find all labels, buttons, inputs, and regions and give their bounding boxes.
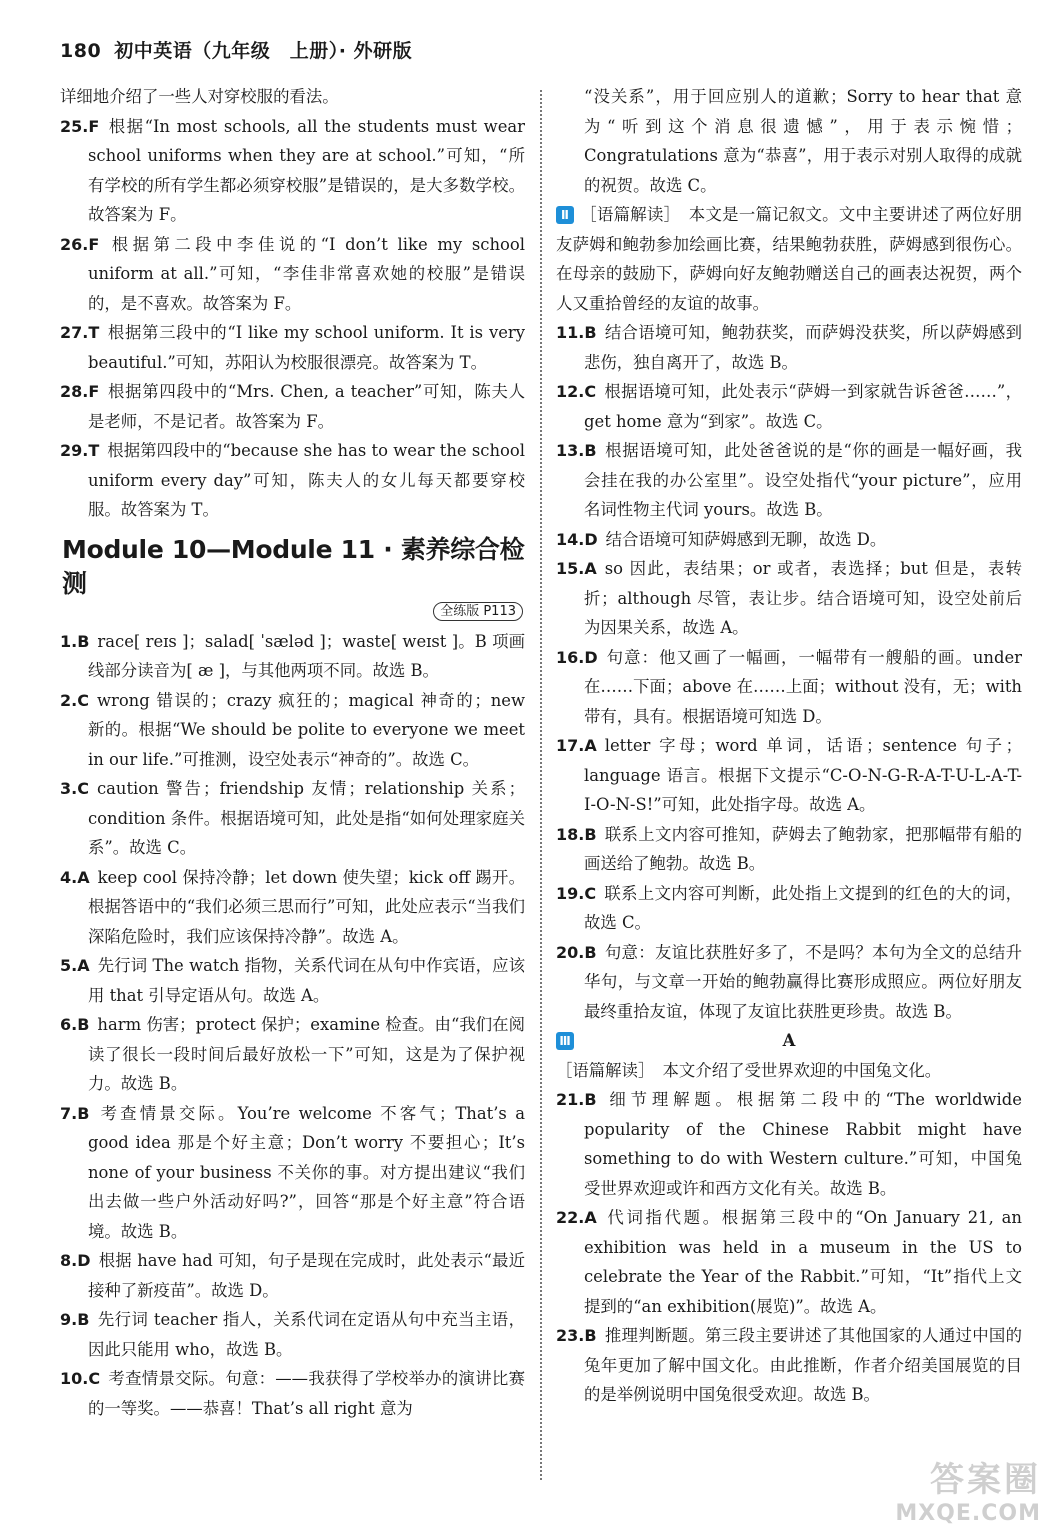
answer-number: 26.F bbox=[60, 234, 100, 254]
answer-number: 15.A bbox=[556, 559, 597, 578]
answer-number: 2.C bbox=[60, 690, 89, 710]
answer-number: 11.B bbox=[556, 323, 597, 342]
answer-number: 12.C bbox=[556, 382, 597, 401]
module-title: Module 10—Module 11 · 素养综合检测 bbox=[62, 534, 525, 598]
answer-explanation: 先行词 teacher 指人，关系代词在定语从句中充当主语，因此只能用 who，故选 B。 bbox=[88, 1310, 525, 1359]
answer-explanation: 根据 have had 可知，句子是现在完成时，此处表示“最近接种了新疫苗”。故选 D。 bbox=[88, 1251, 525, 1300]
answer-explanation: 先行词 The watch 指物，关系代词在从句中作宾语，应该用 that 引导定语从句。故选 A。 bbox=[88, 956, 525, 1005]
answer-item bbox=[60, 1246, 525, 1305]
answer-number: 3.C bbox=[60, 779, 89, 798]
answer-explanation: 根据第二段中李佳说的“I don’t like my school uniform at all.”可知，“李佳非常喜欢她的校服”是错误的，是不喜欢。故答案为 F。 bbox=[88, 234, 525, 313]
answer-explanation: 推理判断题。第三段主要讲述了其他国家的人通过中国的兔年更加了解中国文化。由此推断，作者介绍美国展览的目的是举例说明中国兔很受欢迎。故选 B。 bbox=[584, 1326, 1022, 1404]
answer-number: 17.A bbox=[556, 736, 597, 755]
answer-explanation: 结合语境可知，鲍勃获奖，而萨姆没获奖，所以萨姆感到悲伤，独自离开了，故选 B。 bbox=[584, 323, 1022, 372]
continuation-text: “没关系”，用于回应别人的道歉；Sorry to hear that 意为“听到这个消息很遗憾”，用于表示惋惜；Congratulations 意为“恭喜”，用于表示对别人取得的成就的祝贺。故选 C。 bbox=[584, 87, 1022, 195]
answer-item bbox=[556, 1085, 1022, 1203]
answer-number: 16.D bbox=[556, 647, 598, 667]
answer-item bbox=[556, 820, 1022, 879]
answer-number: 9.B bbox=[60, 1310, 90, 1329]
answer-explanation: 考查情景交际。You’re welcome 不客气；That’s a good idea 那是个好主意；Don’t worry 不要担心；It’s none of your business 不关你的事。对方提出建议“我们出去做一些户外活动好吗?”，回答“那是个好主意”符合语境。故选 B。 bbox=[88, 1103, 525, 1241]
answer-number: 4.A bbox=[60, 867, 90, 887]
answer-explanation: 句意：友谊比获胜好多了，不是吗？本句为全文的总结升华句，与文章一开始的鲍勃赢得比赛形成照应。两位好朋友最终重拾友谊，体现了友谊比获胜更珍贵。故选 B。 bbox=[584, 942, 1022, 1021]
answer-item bbox=[60, 377, 525, 436]
answer-number: 13.B bbox=[556, 441, 597, 460]
section-3-marker: Ⅲ bbox=[556, 1032, 574, 1050]
answer-explanation: 考查情景交际。句意：——我获得了学校举办的演讲比赛的一等奖。——恭喜！That’s all right 意为 bbox=[88, 1369, 525, 1418]
answer-number: 14.D bbox=[556, 529, 598, 549]
watermark-logo-text: 答案圈 bbox=[930, 1460, 1041, 1500]
right-column bbox=[556, 82, 1022, 1410]
answer-explanation: 根据第四段中的“Mrs. Chen, a teacher”可知，陈夫人是老师，不是记者。故答案为 F。 bbox=[88, 382, 525, 431]
answer-explanation: 细节理解题。根据第二段中的“The worldwide popularity of the Chinese Rabbit might have something to do with Western culture.”可知，中国兔受世界欢迎或许和西方文化有关。故选 B。 bbox=[584, 1090, 1022, 1198]
column-divider bbox=[540, 90, 542, 1480]
answer-explanation: 结合语境可知萨姆感到无聊，故选 D。 bbox=[605, 529, 887, 549]
answer-explanation: keep cool 保持冷静；let down 使失望；kick off 踢开。根据答语中的“我们必须三思而行”可知，此处应表示“当我们深陷危险时，我们应该保持冷静”。故选 A。 bbox=[88, 867, 525, 946]
answer-explanation: 句意：他又画了一幅画，一幅带有一艘船的画。under 在……下面；above 在……上面；without 没有，无；with 带有，具有。根据语境可知选 D。 bbox=[584, 647, 1022, 726]
answer-explanation: so 因此，表结果；or 或者，表选择；but 但是，表转折；although 尽管，表让步。结合语境可知，设空处前后为因果关系，故选 A。 bbox=[584, 559, 1022, 637]
page-header bbox=[60, 36, 412, 63]
answer-explanation: 根据第三段中的“I like my school uniform. It is very beautiful.”可知，苏阳认为校服很漂亮。故答案为 T。 bbox=[88, 323, 525, 372]
answer-item bbox=[556, 731, 1022, 820]
answer-item bbox=[556, 525, 1022, 555]
answer-number: 19.C bbox=[556, 883, 597, 903]
answer-number: 8.D bbox=[60, 1251, 91, 1270]
module-tag: 全练版 P113 bbox=[433, 602, 523, 621]
answer-list-d bbox=[556, 1085, 1022, 1410]
answer-item bbox=[60, 1364, 525, 1423]
answer-number: 20.B bbox=[556, 942, 597, 962]
watermark bbox=[895, 1452, 1041, 1526]
section-3-letter: A bbox=[782, 1031, 796, 1050]
answer-number: 28.F bbox=[60, 382, 100, 401]
answer-item bbox=[556, 377, 1022, 436]
answer-item bbox=[556, 643, 1022, 732]
answer-item bbox=[556, 318, 1022, 377]
answer-item bbox=[60, 774, 525, 863]
answer-explanation: 根据第四段中的“because she has to wear the school uniform every day”可知，陈夫人的女儿每天都要穿校服。故答案为 T。 bbox=[88, 441, 525, 519]
answer-item bbox=[556, 1321, 1022, 1410]
answer-item bbox=[556, 436, 1022, 525]
answer-item bbox=[60, 686, 525, 775]
answer-item bbox=[60, 1010, 525, 1099]
answer-explanation: wrong 错误的；crazy 疯狂的；magical 神奇的；new 新的。根据“We should be polite to everyone we meet in our life.”可推测，设空处表示“神奇的”。故选 C。 bbox=[88, 690, 525, 769]
watermark-url: MXQE.COM bbox=[895, 1501, 1041, 1526]
answer-item bbox=[556, 879, 1022, 938]
answer-number: 27.T bbox=[60, 323, 100, 342]
answer-explanation: 根据语境可知，此处表示“萨姆一到家就告诉爸爸……”，get home 意为“到家”。故选 C。 bbox=[584, 382, 1022, 431]
intro-text: 详细地介绍了一些人对穿校服的看法。 bbox=[60, 87, 339, 106]
answer-item bbox=[60, 627, 525, 686]
answer-item bbox=[60, 1305, 525, 1364]
answer-explanation: 联系上文内容可推知，萨姆去了鲍勃家，把那幅带有船的画送给了鲍勃。故选 B。 bbox=[584, 824, 1022, 873]
answer-explanation: 根据语境可知，此处爸爸说的是“你的画是一幅好画，我会挂在我的办公室里”。设空处指代“your picture”，应用名词性物主代词 yours。故选 B。 bbox=[584, 441, 1022, 519]
answer-explanation: caution 警告；friendship 友情；relationship 关系；condition 条件。根据语境可知，此处是指“如何处理家庭关系”。故选 C。 bbox=[88, 779, 525, 857]
answer-list-c bbox=[556, 318, 1022, 1026]
section-2-intro bbox=[556, 200, 1022, 318]
answer-number: 7.B bbox=[60, 1103, 90, 1123]
answer-explanation: 代词指代题。根据第三段中的“On January 21, an exhibition was held in a museum in the US to celebrate the Year of the Rabbit.”可知，“It”指代上文提到的“an exhibition(展览)”。故选 A。 bbox=[584, 1208, 1022, 1316]
answer-number: 6.B bbox=[60, 1015, 90, 1034]
left-column bbox=[60, 82, 525, 1423]
book-title: 初中英语（九年级 上册）· 外研版 bbox=[114, 40, 413, 62]
answer-item bbox=[556, 1203, 1022, 1321]
section-3-heading bbox=[556, 1026, 1022, 1056]
answer-list-a bbox=[60, 112, 525, 525]
section-3-intro: ［语篇解读］ 本文介绍了受世界欢迎的中国兔文化。 bbox=[556, 1060, 942, 1080]
answer-number: 25.F bbox=[60, 116, 100, 136]
answer-item bbox=[60, 951, 525, 1010]
section-2-marker: Ⅱ bbox=[556, 206, 574, 224]
answer-item bbox=[60, 436, 525, 525]
page-number: 180 bbox=[60, 40, 102, 62]
answer-number: 23.B bbox=[556, 1326, 597, 1345]
answer-item bbox=[60, 318, 525, 377]
answer-number: 5.A bbox=[60, 956, 90, 975]
answer-item bbox=[60, 863, 525, 952]
section-2-intro-text: ［语篇解读］ 本文是一篇记叙文。文中主要讲述了两位好朋友萨姆和鲍勃参加绘画比赛，结果鲍勃获胜，萨姆感到很伤心。在母亲的鼓励下，萨姆向好友鲍勃赠送自己的画表达祝贺，两个人又重拾曾经的友谊的故事。 bbox=[556, 205, 1022, 313]
answer-number: 21.B bbox=[556, 1090, 597, 1109]
answer-item bbox=[60, 230, 525, 319]
answer-item bbox=[556, 938, 1022, 1027]
answer-number: 18.B bbox=[556, 824, 597, 844]
answer-list-b bbox=[60, 627, 525, 1424]
answer-number: 10.C bbox=[60, 1369, 101, 1388]
answer-explanation: race[ reɪs ]；salad[ ˈsæləd ]；waste[ weɪst ]。B 项画线部分读音为[ æ ]，与其他两项不同。故选 B。 bbox=[88, 631, 525, 680]
answer-explanation: 联系上文内容可判断，此处指上文提到的红色的大的词，故选 C。 bbox=[584, 883, 1022, 932]
answer-explanation: harm 伤害；protect 保护；examine 检查。由“我们在阅读了很长一段时间后最好放松一下”可知，这是为了保护视力。故选 B。 bbox=[88, 1015, 525, 1093]
answer-explanation: letter 字母；word 单词，话语；sentence 句子；language 语言。根据下文提示“C-O-N-G-R-A-T-U-L-A-T-I-O-N-S!”可知，此处指字母。故选 A。 bbox=[584, 736, 1022, 814]
answer-number: 29.T bbox=[60, 441, 100, 460]
answer-item bbox=[556, 554, 1022, 643]
answer-number: 1.B bbox=[60, 631, 90, 651]
answer-item bbox=[60, 1099, 525, 1247]
answer-item bbox=[60, 112, 525, 230]
answer-number: 22.A bbox=[556, 1208, 597, 1227]
answer-explanation: 根据“In most schools, all the students must wear school uniforms when they are at school.”可知，“所有学校的所有学生都必须穿校服”是错误的，是大多数学校。故答案为 F。 bbox=[88, 116, 525, 224]
